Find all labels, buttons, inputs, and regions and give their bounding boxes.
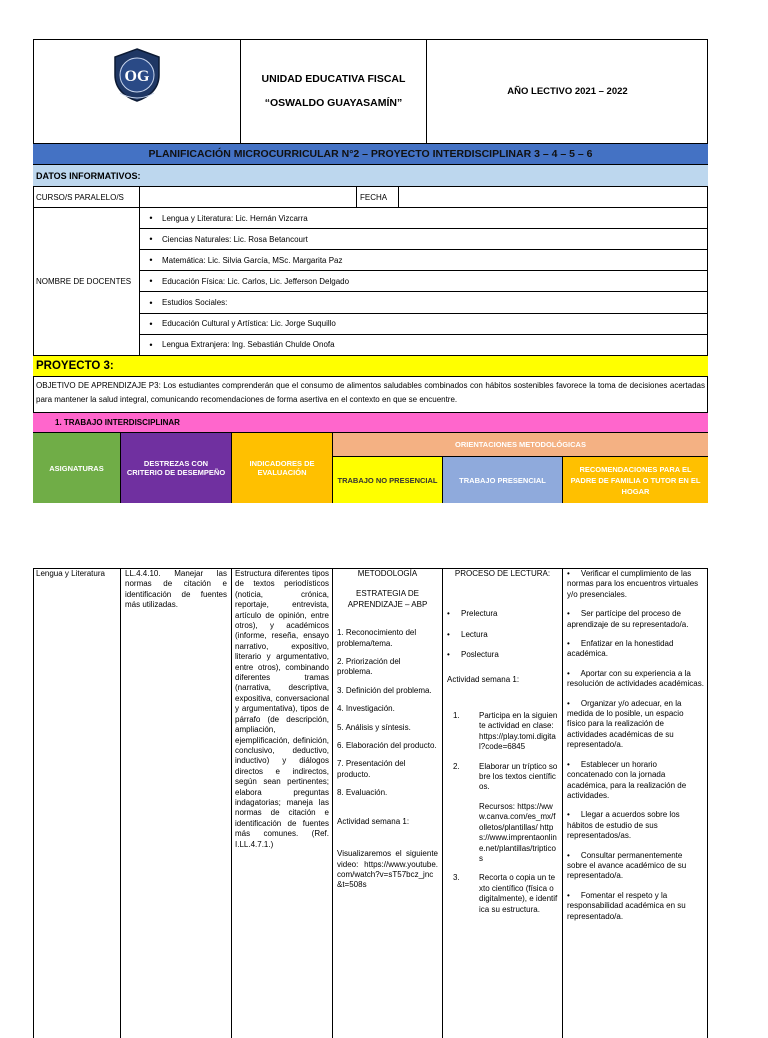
proceso-item: [447, 650, 558, 660]
objetivo-cell: [33, 377, 708, 413]
col-indicadores-label: INDICADORES DE EVALUACIÓN: [249, 459, 315, 477]
paso-item: 2. Priorización del problema.: [337, 657, 401, 677]
estrategia-label: ESTRATEGIA DE APRENDIZAJE – ABP: [347, 589, 428, 609]
recomendaciones-cell: [563, 568, 708, 1038]
bullet-icon: •: [567, 850, 581, 860]
docente-name: Estudios Sociales:: [162, 298, 228, 308]
video-text: Visualizaremos el siguiente video: https://www.youtube.com/watch?v=sT57bcz_jnc&t=508s: [337, 849, 438, 890]
docentes-label-cell: [33, 208, 140, 356]
proceso-item-label: Prelectura: [461, 609, 498, 619]
bullet-icon: •: [567, 759, 581, 769]
school-name-cell: [241, 39, 427, 143]
col-recomendaciones-label: RECOMENDACIONES PARA EL PADRE DE FAMILIA O TUTOR EN EL HOGAR: [570, 464, 701, 496]
col-destrezas: [121, 433, 232, 503]
paso-item: 4. Investigación.: [337, 704, 395, 714]
docente-row: [140, 293, 708, 314]
docente-row: [140, 335, 708, 356]
actividad-item: [447, 762, 558, 793]
plan-title-bar: [33, 143, 708, 165]
asignatura-cell: [33, 568, 121, 1038]
recomendacion-item: [567, 639, 704, 660]
recomendacion-item: [567, 810, 704, 841]
col-no-presencial-label: TRABAJO NO PRESENCIAL: [337, 475, 438, 485]
actividad-text: Participa en la siguiente actividad en clase: https://play.tomi.digital?code=6845: [479, 711, 558, 752]
paso-item: 3. Definición del problema.: [337, 685, 432, 695]
actividad-number: 3.: [453, 873, 460, 883]
objetivo-text: OBJETIVO DE APRENDIZAJE P3: Los estudiantes comprenderán que el consumo de alimentos saludables combinados con hábitos sostenibles favorece la toma de decisiones acertadas para mantener la salud integral, comunicando recomendaciones de forma asertiva en el contexto en que se encuentre.: [36, 381, 705, 404]
col-presencial: [443, 457, 563, 503]
docente-row: [140, 208, 708, 229]
recomendacion-text: Consultar permanentemente sobre el avance académico de su representado/a.: [567, 850, 687, 881]
docente-row: [140, 229, 708, 250]
paso-item: 1. Reconocimiento del problema/tema.: [337, 628, 417, 648]
recomendacion-item: [567, 851, 704, 882]
col-orientaciones: [333, 433, 708, 457]
proyecto-bar: [33, 356, 708, 377]
actividad-number: 2.: [453, 761, 460, 771]
datos-bar: [33, 165, 708, 187]
col-recomendaciones: [563, 457, 708, 503]
col-presencial-label: TRABAJO PRESENCIAL: [459, 475, 546, 485]
docentes-label: NOMBRE DE DOCENTES: [36, 277, 132, 286]
destreza-cell: [121, 568, 232, 1038]
actividad-text: Recursos: https://www.canva.com/es_mx/folletos/plantillas/ https://www.imprentaonline.net/plantillas/tripticos: [479, 801, 557, 863]
paso-item: 6. Elaboración del producto.: [337, 741, 437, 751]
docente-name: Educación Cultural y Artística: Lic. Jorge Suquillo: [162, 319, 336, 329]
proceso-item-label: Lectura: [461, 629, 488, 639]
bullet-icon: •: [149, 339, 153, 350]
proceso-item: [447, 609, 558, 619]
bullet-icon: •: [567, 569, 581, 578]
docente-row: [140, 314, 708, 335]
metodologia-cell: [333, 568, 443, 1038]
actividad-text: Elaborar un tríptico sobre los textos científicos.: [479, 761, 558, 792]
actividades-list: [447, 711, 558, 915]
actividad-number: [447, 802, 475, 864]
school-year-cell: [427, 39, 708, 143]
recomendaciones-list: [567, 569, 704, 922]
recomendacion-text: Enfatizar en la honestidad académica.: [567, 639, 674, 659]
bullet-icon: •: [567, 609, 581, 619]
curso-label-cell: [33, 187, 140, 208]
docente-name: Educación Física: Lic. Carlos, Lic. Jefferson Delgado: [162, 276, 350, 286]
metodologia-title: METODOLOGÍA: [357, 569, 418, 578]
docente-name: Ciencias Naturales: Lic. Rosa Betancourt: [162, 234, 308, 244]
bullet-icon: •: [567, 698, 581, 708]
fecha-label-cell: [357, 187, 399, 208]
school-logo-icon: [111, 47, 163, 103]
proyecto-label: PROYECTO 3:: [36, 360, 114, 372]
docente-name: Matemática: Lic. Silvia García, MSc. Margarita Paz: [162, 255, 343, 265]
bullet-icon: •: [149, 255, 153, 266]
actividad-number: 1.: [453, 711, 460, 721]
actividad-item: [447, 711, 558, 753]
recomendacion-text: Fomentar el respeto y la responsabilidad académica en su representado/a.: [567, 890, 686, 921]
actividad-semana-label: Actividad semana 1:: [337, 816, 410, 826]
recomendacion-text: Establecer un horario concatenado con la jornada académica, para la realización de actividades.: [567, 759, 687, 800]
school-year: AÑO LECTIVO 2021 – 2022: [507, 85, 628, 97]
pasos-list: [337, 628, 438, 798]
recomendacion-text: Llegar a acuerdos sobre los hábitos de estudio de sus representados/as.: [567, 810, 680, 841]
bullet-icon: •: [149, 318, 153, 329]
datos-label: DATOS INFORMATIVOS:: [36, 170, 141, 181]
recomendacion-text: Ser partícipe del proceso de aprendizaje de su representado/a.: [567, 609, 689, 629]
bullet-icon: •: [149, 213, 153, 223]
bullet-icon: •: [447, 629, 450, 639]
recomendacion-text: Organizar y/o adecuar, en la medida de lo posible, un espacio físico para la realización de actividades académicas de su representado/a.: [567, 698, 684, 750]
plan-title: PLANIFICACIÓN MICROCURRICULAR N°2 – PROYECTO INTERDISCIPLINAR 3 – 4 – 5 – 6: [148, 148, 593, 160]
actividad-text: Recorta o copia un texto científico (física o digitalmente), e identifica su estructura.: [479, 873, 558, 914]
curso-label: CURSO/S PARALELO/S: [36, 193, 124, 202]
paso-item: 5. Análisis y síntesis.: [337, 722, 411, 732]
proceso-title: PROCESO DE LECTURA:: [454, 569, 551, 578]
bullet-icon: •: [149, 234, 153, 245]
bullet-icon: •: [447, 650, 450, 660]
docente-row: [140, 250, 708, 271]
col-no-presencial: [333, 457, 443, 503]
proceso-cell: [443, 568, 563, 1038]
paso-item: 8. Evaluación.: [337, 788, 388, 798]
trabajo-label: 1. TRABAJO INTERDISCIPLINAR: [55, 418, 180, 427]
docente-name: Lengua Extranjera: Ing. Sebastián Chulde Onofa: [162, 340, 335, 350]
actividad-item: [447, 873, 558, 915]
bullet-icon: •: [149, 276, 153, 287]
bullet-icon: •: [567, 810, 581, 820]
fecha-label: FECHA: [360, 193, 388, 202]
trabajo-bar: [33, 413, 708, 433]
destreza-text: LL.4.4.10. Manejar las normas de citación e identificación de fuentes más utilizadas.: [125, 569, 227, 610]
recomendacion-item: [567, 669, 704, 690]
proceso-list: [447, 609, 558, 660]
bullet-icon: •: [567, 668, 581, 678]
recomendacion-item: [567, 609, 704, 630]
col-asignaturas-label: ASIGNATURAS: [49, 463, 104, 473]
actividad-semana-2-label: Actividad semana 1:: [447, 674, 520, 684]
col-destrezas-label: DESTREZAS CON CRITERIO DE DESEMPEÑO: [126, 459, 226, 477]
logo-cell: [33, 39, 241, 143]
docente-name: Lengua y Literatura: Lic. Hernán Vizcarra: [162, 213, 308, 223]
docente-row: [140, 271, 708, 292]
asignatura-text: Lengua y Literatura: [36, 569, 105, 578]
curso-value-cell: [140, 187, 357, 208]
bullet-icon: •: [567, 890, 581, 900]
recomendacion-item: [567, 569, 704, 600]
logo-monogram: OG: [124, 68, 149, 85]
col-orientaciones-label: ORIENTACIONES METODOLÓGICAS: [455, 440, 586, 449]
paso-item: 7. Presentación del producto.: [337, 759, 406, 779]
indicador-text: Estructura diferentes tipos de textos periodísticos (noticia, crónica, reportaje, entrevista, artículo de opinión, entre otros), y académicos (informe, reseña, ensayo narrativo, expositivo, literario y argumentativo, entre otros), combinando diferentes tramas (narrativa, descriptiva, expositiva, conversacional y argumentativa), tipos de párrafo (de descripción, ampliación, ejemplificación, definición, conclusivo, deductivo, inductivo) y diálogos directos e indirectos, según sean pertinentes; elabora preguntas indagatorias; maneja las normas de citación e identificación de fuentes más comunes. (Ref. I.LL.4.7.1.): [235, 569, 329, 849]
school-name-line2: “OSWALDO GUAYASAMÍN”: [264, 97, 403, 109]
proceso-item-label: Poslectura: [461, 650, 499, 660]
bullet-icon: •: [567, 639, 581, 649]
school-name-line1: UNIDAD EDUCATIVA FISCAL: [261, 73, 406, 85]
col-indicadores: [232, 433, 333, 503]
bullet-icon: •: [447, 609, 450, 619]
recomendacion-item: [567, 699, 704, 751]
recomendacion-item: [567, 891, 704, 922]
proceso-item: [447, 630, 558, 640]
recomendacion-text: Aportar con su experiencia a la resolución de actividades académicas.: [567, 668, 704, 689]
recomendacion-item: [567, 760, 704, 802]
bullet-icon: •: [149, 297, 153, 308]
indicador-cell: [232, 568, 333, 1038]
actividad-item: [447, 802, 558, 864]
col-asignaturas: [33, 433, 121, 503]
recomendacion-text: Verificar el cumplimiento de las normas para los encuentros virtuales y/o presenciales.: [567, 569, 699, 599]
